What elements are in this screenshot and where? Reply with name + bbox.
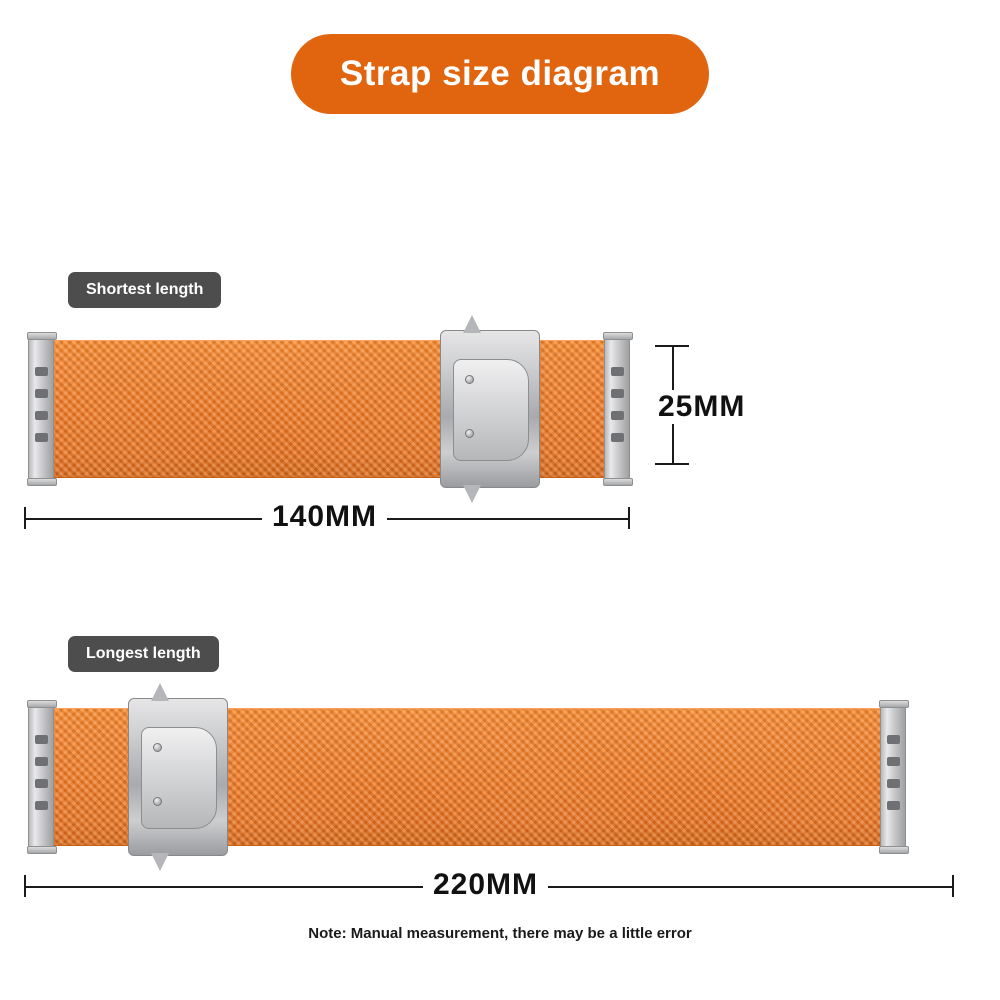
dimension-cap-width-top <box>655 345 689 347</box>
lug-tip-bottom <box>879 846 909 854</box>
page-title-pill <box>291 34 709 114</box>
buckle-pin <box>153 743 162 752</box>
buckle-prong-top <box>151 683 169 701</box>
dimension-cap-width-bottom <box>655 463 689 465</box>
lug-tip-top <box>27 332 57 340</box>
lug-notch <box>611 389 624 398</box>
buckle-prong-top <box>463 315 481 333</box>
buckle-short <box>440 330 540 488</box>
lug-right-short <box>604 336 630 482</box>
lug-notch <box>887 735 900 744</box>
buckle-prong-bottom <box>151 853 169 871</box>
buckle-long <box>128 698 228 856</box>
lug-tip-bottom <box>27 478 57 486</box>
lug-tip-top <box>879 700 909 708</box>
dimension-cap-long-right <box>952 875 954 897</box>
dimension-label-length-short: 140MM <box>262 500 387 534</box>
lug-tip-top <box>27 700 57 708</box>
dimension-cap-short-left <box>24 507 26 529</box>
buckle-pin <box>153 797 162 806</box>
lug-notch <box>35 433 48 442</box>
label-longest-length: Longest length <box>68 636 219 672</box>
lug-tip-bottom <box>27 846 57 854</box>
band-segment-left-long <box>54 708 136 846</box>
band-segment-left-short <box>54 340 459 478</box>
lug-notch <box>35 735 48 744</box>
lug-notch <box>35 757 48 766</box>
label-shortest-length: Shortest length <box>68 272 221 308</box>
dimension-label-width: 25MM <box>648 390 755 424</box>
lug-notch <box>887 779 900 788</box>
page-title: Strap size diagram <box>339 54 661 93</box>
buckle-pin <box>465 429 474 438</box>
lug-tip-top <box>603 332 633 340</box>
lug-notch <box>611 433 624 442</box>
lug-left-long <box>28 704 54 850</box>
footer-note: Note: Manual measurement, there may be a little error <box>308 925 692 942</box>
dimension-label-length-long: 220MM <box>423 868 548 902</box>
buckle-prong-bottom <box>463 485 481 503</box>
lug-tip-bottom <box>603 478 633 486</box>
lug-notch <box>887 757 900 766</box>
lug-notch <box>611 411 624 420</box>
lug-notch <box>611 367 624 376</box>
band-segment-right-long <box>204 708 884 846</box>
lug-left-short <box>28 336 54 482</box>
buckle-lever <box>453 359 529 461</box>
lug-notch <box>35 389 48 398</box>
lug-notch <box>887 801 900 810</box>
dimension-cap-short-right <box>628 507 630 529</box>
lug-notch <box>35 779 48 788</box>
lug-notch <box>35 411 48 420</box>
buckle-pin <box>465 375 474 384</box>
lug-notch <box>35 367 48 376</box>
lug-right-long <box>880 704 906 850</box>
lug-notch <box>35 801 48 810</box>
dimension-cap-long-left <box>24 875 26 897</box>
buckle-lever <box>141 727 217 829</box>
